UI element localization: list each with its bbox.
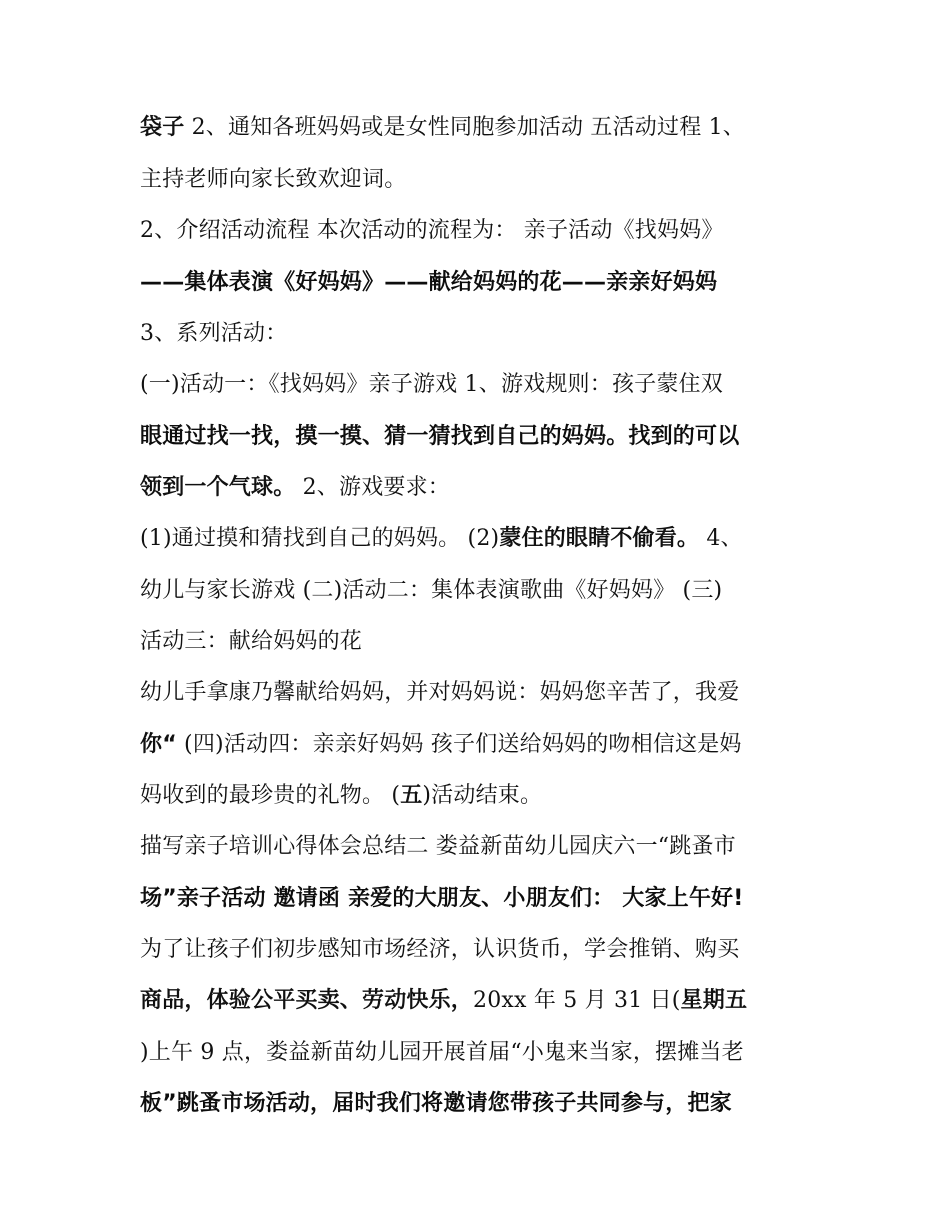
text-line-19: )上午 9 点，娄益新苗幼儿园开展首届“小鬼来当家，摆摊当老	[140, 1040, 744, 1065]
text-line-14: 妈收到的最珍贵的礼物。 (五)活动结束。	[140, 783, 543, 808]
text-line-17: 为了让孩子们初步感知市场经济，认识货币，学会推销、购买	[140, 937, 740, 962]
text-line-20: 板”跳蚤市场活动，届时我们将邀请您带孩子共同参与，把家	[140, 1091, 732, 1116]
text-line-3: 2、介绍活动流程 本次活动的流程为： 亲子活动《找妈妈》	[140, 218, 724, 243]
text-line-15: 描写亲子培训心得体会总结二 娄益新苗幼儿园庆六一“跳蚤市	[140, 834, 736, 859]
text-line-16: 场”亲子活动 邀请函 亲爱的大朋友、小朋友们： 大家上午好!	[140, 886, 744, 911]
text-line-12: 幼儿手拿康乃馨献给妈妈，并对妈妈说：妈妈您辛苦了，我爱	[140, 680, 740, 705]
text-line-10: 幼儿与家长游戏 (二)活动二：集体表演歌曲《好妈妈》 (三)	[140, 578, 723, 603]
text-line-1: 袋子 2、通知各班妈妈或是女性同胞参加活动 五活动过程 1、	[140, 115, 745, 140]
text-line-18: 商品，体验公平买卖、劳动快乐，20xx 年 5 月 31 日(星期五	[140, 988, 748, 1013]
text-line-11: 活动三：献给妈妈的花	[140, 629, 363, 654]
text-line-7: 眼通过找一找，摸一摸、猜一猜找到自己的妈妈。找到的可以	[140, 424, 740, 449]
text-line-5: 3、系列活动：	[140, 321, 288, 346]
text-line-2: 主持老师向家长致欢迎词。	[140, 167, 407, 192]
text-line-8: 领到一个气球。 2、游戏要求：	[140, 475, 450, 500]
text-line-4: ——集体表演《好妈妈》——献给妈妈的花——亲亲好妈妈	[140, 270, 718, 295]
text-line-9: (1)通过摸和猜找到自己的妈妈。 (2)蒙住的眼睛不偷看。 4、	[140, 526, 743, 551]
text-line-6: (一)活动一：《找妈妈》亲子游戏 1、游戏规则：孩子蒙住双	[140, 372, 723, 397]
text-line-13: 你“ (四)活动四：亲亲好妈妈 孩子们送给妈妈的吻相信这是妈	[140, 732, 742, 757]
